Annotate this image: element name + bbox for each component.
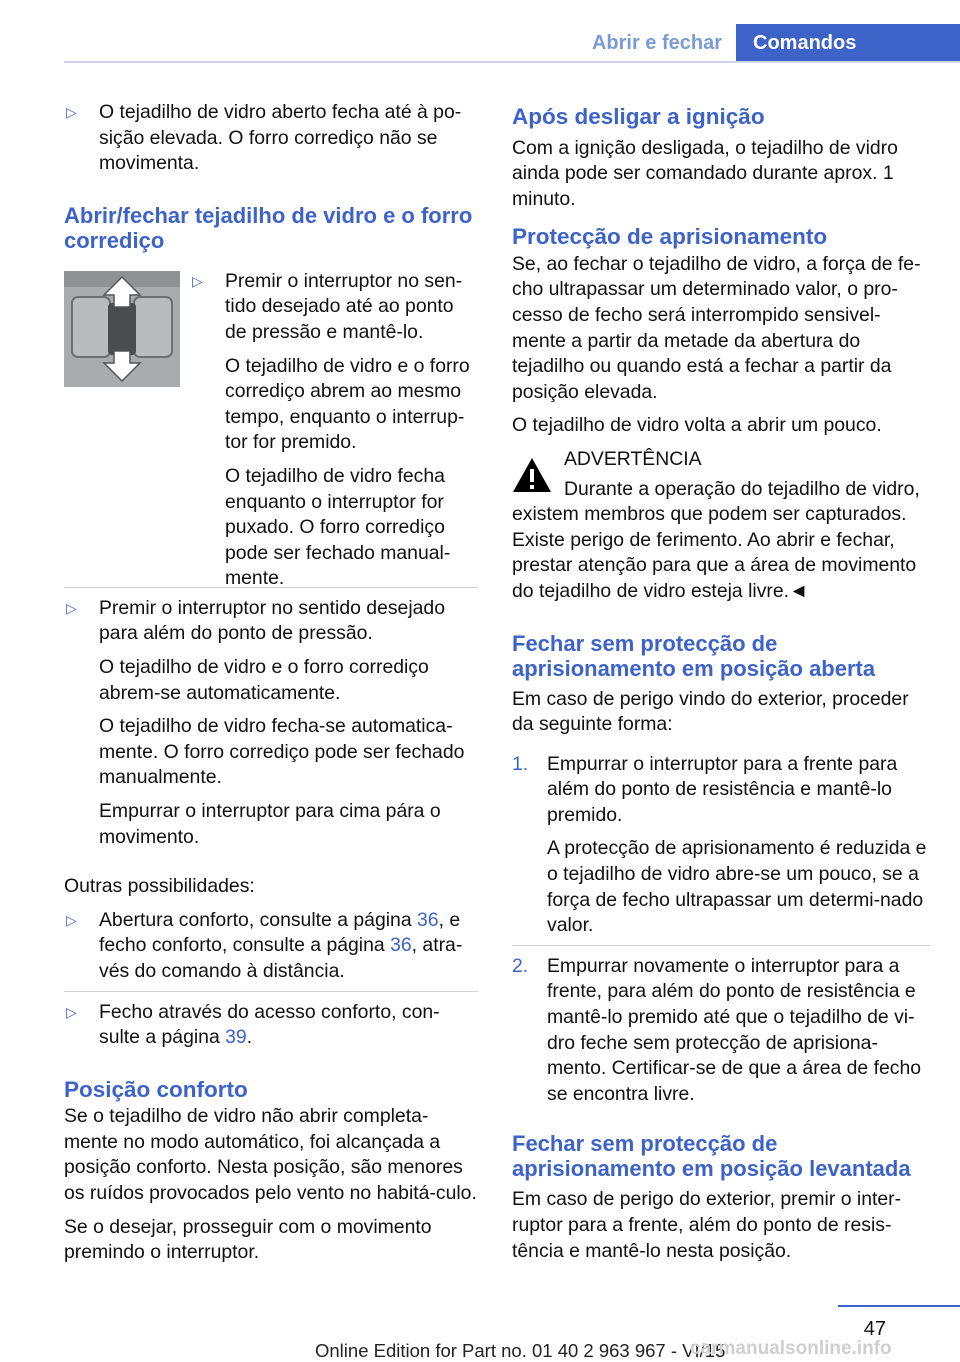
section-heading-posicao-levantada: Fechar sem protecção de aprisionamento em posição levantada [512,1131,911,1182]
section-heading-posicao-aberta: Fechar sem protecção de aprisionamento em posição aberta [512,630,876,681]
list-item [64,908,478,985]
para-conforto-2: Se o desejar, prosseguir com o movimento premindo o interruptor. [64,1215,432,1264]
para-empurrar: Empurrar o interruptor para cima pára o movimento. [99,799,441,848]
tab-comandos[interactable]: Comandos [736,24,960,62]
bullet-fecho-text [99,1000,478,1051]
warning-block [512,447,930,605]
list-item [64,1000,478,1051]
step2-text: Empurrar novamente o interruptor para a frente, para além do ponto de resistência e mantê-lo premido até que o tejadilho de vi-dro feche sem protecção de aprisiona-mento. Certificar-se de que a área de fecho se encontra livre. [547,954,922,1105]
para-abrem: O tejadilho de vidro e o forro corrediço abrem ao mesmo tempo, enquanto o interrup-tor for premido. [225,354,470,454]
step1-text: Empurrar o interruptor para a frente para além do ponto de resistência e mantê-lo premido. [547,752,898,826]
triangle-bullet-icon: ▷ [66,104,77,120]
image-with-bullets [64,269,478,590]
edition-info: Online Edition for Part no. 01 40 2 963 967 - VI/15 [315,1340,726,1361]
triangle-bullet-icon: ▷ [66,599,77,616]
step-number: 1. [512,752,529,775]
text-span: , atra-vés do comando à distância. [99,934,463,982]
bullet-premir-text: Premir o interruptor no sen-tido desejado até ao ponto de pressão e mantê-lo. [225,269,463,343]
para-levantada: Em caso de perigo do exterior, premir o inter-ruptor para a frente, além do ponto de resis-tência e mantê-lo nesta posição. [512,1188,902,1262]
outras-possibilidades: Outras possibilidades: [64,875,255,898]
section-heading-ignicao: Após desligar a ignição [512,104,765,129]
warning-triangle-icon [512,457,552,493]
para-auto-fecha: O tejadilho de vidro fecha-se automatica-mente. O forro corrediço pode ser fechado manualmente. [99,715,465,789]
list-item [512,752,930,939]
para-conforto-1: Se o tejadilho de vidro não abrir completa-mente no modo automático, foi alcançada a posição conforto. Nesta posição, são menores os ruídos provocados pelo vento no habitá-culo. [64,1105,477,1204]
warning-text: Durante a operação do tejadilho de vidro, existem membros que podem ser capturados. Existe perigo de ferimento. Ao abrir e fechar, prestar atenção para que a área de movimento do tejadilho de vidro esteja livre.◄ [512,477,920,602]
page-header [0,0,960,62]
text-span: . [246,1026,253,1049]
page-link-36[interactable]: 36 [390,934,412,957]
intro-bullet-text: O tejadilho de vidro aberto fecha até à po-sição elevada. O forro corrediço não se movimenta. [99,101,462,175]
para-perigo: Em caso de perigo vindo do exterior, proceder da seguinte forma: [512,687,909,736]
para-volta: O tejadilho de vidro volta a abrir um pouco. [512,414,882,437]
step-number: 2. [512,954,529,977]
para-proteccao: Se, ao fechar o tejadilho de vidro, a força de fe-cho ultrapassar um determinado valor, o pro-cesso de fecho será interrompido sensivel-mente a partir da metade da abertura do tejadilho ou quando está a fechar a partir da posição elevada. [512,252,921,403]
divider [64,991,478,992]
page-link-36[interactable]: 36 [417,908,439,931]
header-divider [64,61,960,63]
left-column [64,100,478,1266]
text-span: Fecho através do acesso conforto, con-sulte a página [99,1000,440,1049]
step1-sub-text: A protecção de aprisionamento é reduzida e o tejadilho de vidro abre-se um pouco, se a força de fecho ultrapassar um determi-nado valor. [547,837,927,937]
text-span: Abertura conforto, consulte a página [99,908,417,931]
list-item [64,100,478,177]
tab-abrir-e-fechar[interactable]: Abrir e fechar [591,32,723,54]
section-heading-proteccao: Protecção de aprisionamento [512,224,828,250]
para-auto-abrem: O tejadilho de vidro e o forro corrediço abrem-se automaticamente. [99,655,429,704]
right-column [512,100,930,1264]
list-item [64,596,478,850]
para-ignicao: Com a ignição desligada, o tejadilho de vidro ainda pode ser comandado durante aprox. 1 minuto. [512,136,898,210]
list-item [190,269,478,592]
triangle-bullet-icon: ▷ [192,272,203,289]
bullet-alem-text: Premir o interruptor no sentido desejado para além do ponto de pressão. [99,596,445,645]
section-heading-posicao-conforto: Posição conforto [64,1076,248,1102]
list-item [512,954,930,1108]
triangle-bullet-icon: ▷ [66,1003,77,1020]
section-heading-abrir-fechar: Abrir/fechar tejadilho de vidro e o forro corrediço [64,202,473,253]
text-span: , e fecho conforto, consulte a página [99,908,461,957]
bullet-abertura-text [99,908,478,985]
divider [512,945,930,946]
warning-title: ADVERTÊNCIA [564,447,702,470]
para-fecha: O tejadilho de vidro fecha enquanto o interruptor for puxado. O forro corrediço pode ser fechado manual-mente. [225,464,451,590]
footer-divider [838,1305,960,1307]
page-link-39[interactable]: 39 [225,1026,247,1049]
triangle-bullet-icon: ▷ [66,911,77,928]
page-number: 47 [863,1318,886,1340]
watermark: carmanualsonline.info [690,1338,892,1359]
roof-switch-icon [64,271,180,387]
switch-photo [64,271,180,387]
